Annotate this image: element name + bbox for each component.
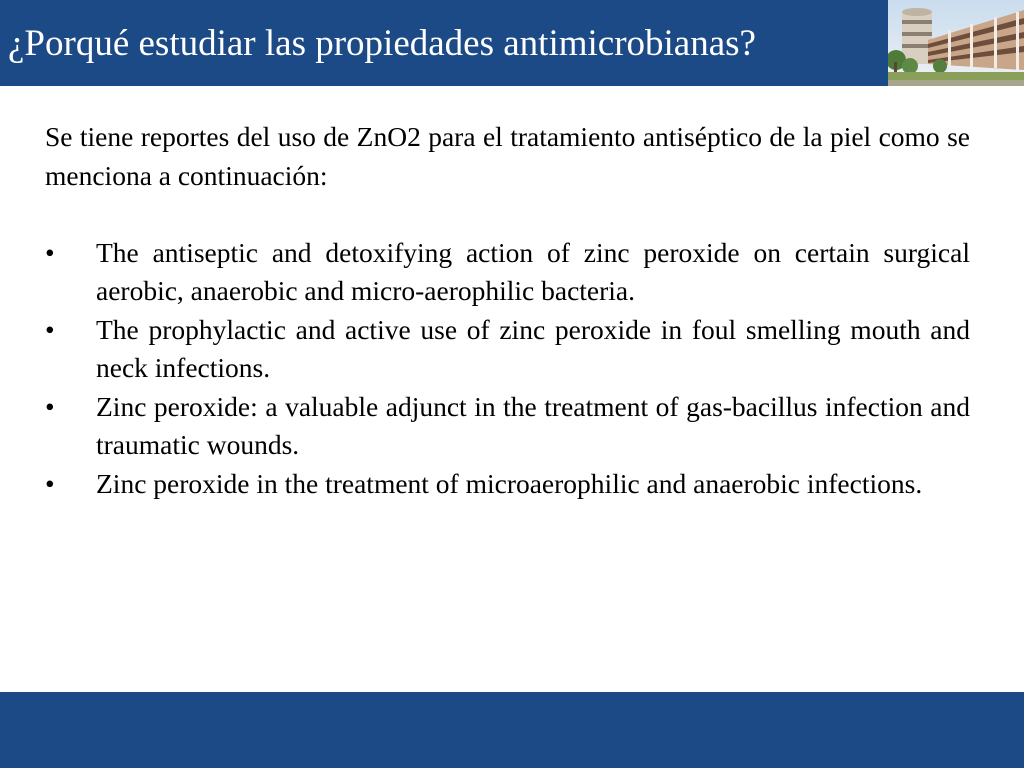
bullet-item <box>45 388 970 465</box>
bullet-text: The antiseptic and detoxifying action of zinc peroxide on certain surgical aerobic, anaerobic and micro-aerophilic bacteria. <box>96 236 970 306</box>
bullet-item <box>45 465 970 504</box>
intro-paragraph: Se tiene reportes del uso de ZnO2 para el tratamiento antiséptico de la piel como se menciona a continuación: <box>45 121 970 191</box>
header-bar <box>0 0 1024 86</box>
campus-building-image <box>888 0 1024 86</box>
bullet-list <box>45 234 970 504</box>
bullet-icon: • <box>45 313 55 345</box>
footer-bar <box>0 692 1024 768</box>
bullet-text: The prophylactic and active use of zinc peroxide in foul smelling mouth and neck infections. <box>96 313 970 383</box>
bullet-item <box>45 311 970 388</box>
bullet-icon: • <box>45 467 55 499</box>
bullet-text: Zinc peroxide in the treatment of microaerophilic and anaerobic infections. <box>96 467 923 499</box>
header-photo <box>888 0 1024 86</box>
bullet-icon: • <box>45 236 55 268</box>
bullet-item <box>45 234 970 311</box>
bullet-text: Zinc peroxide: a valuable adjunct in the treatment of gas-bacillus infection and traumatic wounds. <box>96 390 970 460</box>
slide-title: ¿Porqué estudiar las propiedades antimicrobianas? <box>8 23 756 64</box>
slide-content <box>45 118 970 503</box>
bullet-icon: • <box>45 390 55 422</box>
